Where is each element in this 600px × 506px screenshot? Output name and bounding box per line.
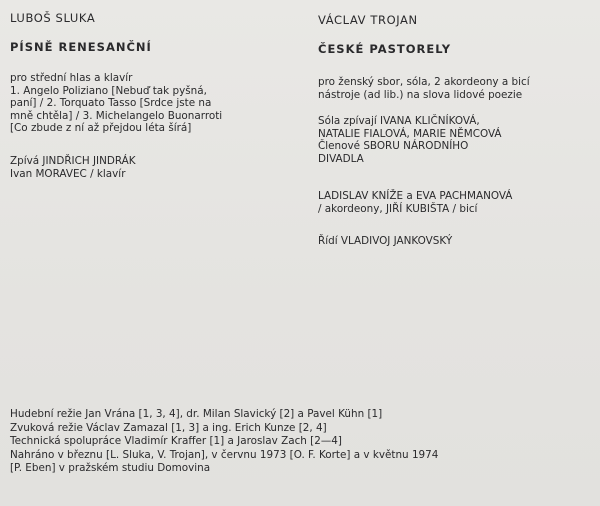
right-instrumentalists [318,190,512,215]
right-soloist-line: Sóla zpívají IVANA KLIČNÍKOVÁ, [318,115,480,127]
left-performer-line: Ivan MORAVEC / klavír [10,167,126,180]
right-soloist-line: Členové SBORU NÁRODNÍHO [318,140,469,153]
left-description-line: 1. Angelo Poliziano [Nebuď tak pyšná, [10,84,207,97]
left-performers [10,155,136,180]
left-description-line: [Co zbude z ní až přejdou léta šírá] [10,122,192,135]
left-title: PÍSNĚ RENESANČNÍ [10,40,152,54]
recording-credits [10,408,595,476]
credit-line: Hudební režie Jan Vrána [1, 3, 4], dr. Milan Slavický [2] a Pavel Kühn [1] [10,408,383,420]
right-description-line: pro ženský sbor, sóla, 2 akordeony a bicí [318,76,530,88]
right-soloist-line: DIVADLA [318,152,364,165]
right-instrumentalist-line: LADISLAV KNÍŽE a EVA PACHMANOVÁ [318,190,513,202]
left-composer: LUBOŠ SLUKA [10,11,96,25]
right-soloists [318,115,502,165]
credit-line: Nahráno v březnu [L. Sluka, V. Trojan], v červnu 1973 [O. F. Korte] a v květnu 1974 [10,448,439,461]
left-description-line: paní] / 2. Torquato Tasso [Srdce jste na [10,97,212,110]
credit-line: [P. Eben] v pražském studiu Domovina [10,462,211,475]
right-description [318,76,530,101]
left-description [10,72,222,135]
credit-line: Technická spolupráce Vladimír Kraffer [1] a Jaroslav Zach [2—4] [10,435,342,448]
right-soloist-line: NATALIE FIALOVÁ, MARIE NĚMCOVÁ [318,127,502,140]
right-description-line: nástroje (ad lib.) na slova lidové poezie [318,88,523,101]
right-title: ČESKÉ PASTORELY [318,42,452,56]
left-performer-line: Zpívá JINDŘICH JINDRÁK [10,155,136,167]
left-description-line: mně chtěla] / 3. Michelangelo Buonarroti [10,109,223,122]
credit-line: Zvuková režie Václav Zamazal [1, 3] a ing. Erich Kunze [2, 4] [10,421,327,434]
right-conductor: Řídí VLADIVOJ JANKOVSKÝ [318,235,453,247]
left-description-line: pro střední hlas a klavír [10,72,133,84]
right-composer: VÁCLAV TROJAN [318,13,418,27]
right-instrumentalist-line: / akordeony, JIŘÍ KUBIŠTA / bicí [318,202,478,215]
